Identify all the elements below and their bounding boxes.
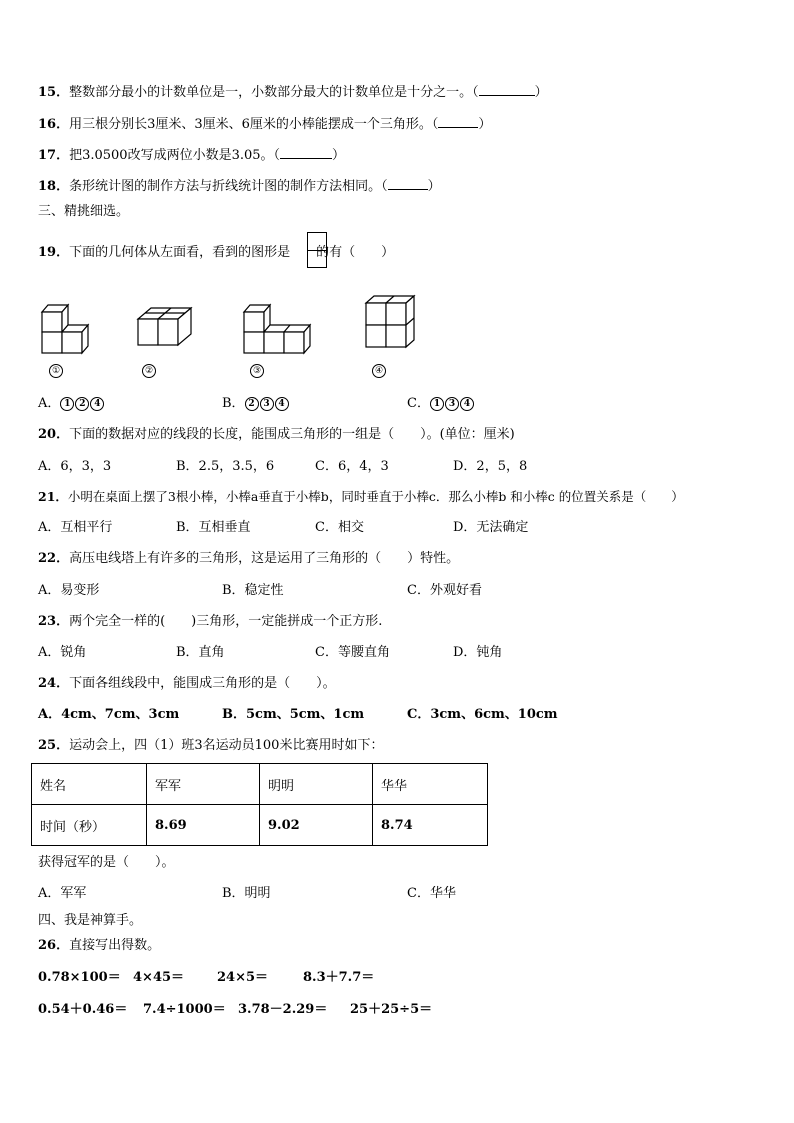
cube-figure-3 xyxy=(240,300,322,358)
left-view-icon xyxy=(307,232,327,268)
question-24 xyxy=(38,676,336,692)
option-c[interactable]: C．6，4，3 xyxy=(315,459,389,474)
answer-blank[interactable] xyxy=(388,177,428,190)
question-23 xyxy=(38,614,382,630)
question-followup: 获得冠军的是（ ）。 xyxy=(38,855,175,870)
option-a[interactable]: A．锐角 xyxy=(38,645,87,660)
option-a[interactable]: A．互相平行 xyxy=(38,520,113,535)
option-c[interactable]: C．等腰直角 xyxy=(315,645,390,660)
table-header-row xyxy=(32,764,488,805)
cube-figure-2 xyxy=(135,305,197,349)
table-cell: 时间（秒） xyxy=(32,805,147,846)
calc-item[interactable]: 0.54＋0.46＝ xyxy=(38,1002,128,1017)
question-text-after: 的有（ ） xyxy=(316,245,395,260)
question-number: 18． xyxy=(38,179,70,194)
question-number: 25． xyxy=(38,738,70,753)
figure-label-3: ③ xyxy=(250,362,264,378)
option-a[interactable]: A． 1 2 4 xyxy=(38,396,105,412)
figure-label-4: ④ xyxy=(372,362,386,378)
question-number: 23． xyxy=(38,614,70,629)
question-26 xyxy=(38,938,160,954)
option-b[interactable]: B．稳定性 xyxy=(222,583,284,598)
option-b[interactable]: B．直角 xyxy=(176,645,225,660)
question-text: 两个完全一样的( )三角形，一定能拼成一个正方形. xyxy=(69,614,383,629)
question-text: 条形统计图的制作方法与折线统计图的制作方法相同。（ xyxy=(69,179,388,194)
option-c[interactable]: C． 1 3 4 xyxy=(407,396,475,412)
question-text: 整数部分最小的计数单位是一，小数部分最大的计数单位是十分之一。（ xyxy=(69,85,479,100)
calc-item[interactable]: 0.78×100＝ xyxy=(38,970,121,985)
question-number: 19． xyxy=(38,245,70,260)
calc-item[interactable]: 25＋25÷5＝ xyxy=(350,1002,433,1017)
option-c[interactable]: C．外观好看 xyxy=(407,583,482,598)
option-a[interactable]: A．4cm、7cm、3cm xyxy=(38,707,180,722)
answer-blank[interactable] xyxy=(280,146,332,159)
question-15: 15．整数部分最小的计数单位是一，小数部分最大的计数单位是十分之一。（ ） xyxy=(38,85,548,100)
question-text: 高压电线塔上有许多的三角形，这是运用了三角形的（ ）特性。 xyxy=(69,551,460,566)
question-text: 下面各组线段中，能围成三角形的是（ ）。 xyxy=(69,676,336,691)
question-22 xyxy=(38,551,459,567)
question-17: 17．把3.0500改写成两位小数是3.05。（ ） xyxy=(38,148,346,163)
table-row xyxy=(32,805,488,846)
question-number: 20． xyxy=(38,427,70,442)
question-text: 用三根分别长3厘米、3厘米、6厘米的小棒能摆成一个三角形。（ xyxy=(69,117,439,132)
option-a[interactable]: A．军军 xyxy=(38,886,87,901)
question-25 xyxy=(38,738,383,754)
option-c[interactable]: C．3cm、6cm、10cm xyxy=(407,707,558,722)
question-20 xyxy=(38,427,515,443)
table-cell: 8.69 xyxy=(147,805,260,846)
question-16: 16．用三根分别长3厘米、3厘米、6厘米的小棒能摆成一个三角形。（ ） xyxy=(38,117,492,132)
figure-label-1: ① xyxy=(49,362,63,378)
race-time-table xyxy=(31,763,488,846)
calc-item[interactable]: 4×45＝ xyxy=(133,970,185,985)
figure-label-2: ② xyxy=(142,362,156,378)
table-cell: 明明 xyxy=(260,764,373,805)
question-number: 22． xyxy=(38,551,70,566)
option-b[interactable]: B． 2 3 4 xyxy=(222,396,290,412)
option-c[interactable]: C．华华 xyxy=(407,886,456,901)
question-number: 21． xyxy=(38,489,68,504)
option-d[interactable]: D．钝角 xyxy=(453,645,503,660)
option-d[interactable]: D．2，5，8 xyxy=(453,459,528,474)
table-cell: 姓名 xyxy=(32,764,147,805)
question-number: 26． xyxy=(38,938,70,953)
question-text: 小明在桌面上摆了3根小棒，小棒a垂直于小棒b，同时垂直于小棒c．那么小棒b 和小棒c 的位置关系是（ ） xyxy=(67,489,684,504)
option-b[interactable]: B．互相垂直 xyxy=(176,520,251,535)
question-number: 16． xyxy=(38,117,70,132)
question-text: 把3.0500改写成两位小数是3.05。（ xyxy=(69,148,281,163)
question-text: 运动会上，四（1）班3名运动员100米比赛用时如下： xyxy=(69,738,384,753)
option-b[interactable]: B．明明 xyxy=(222,886,271,901)
option-c[interactable]: C．相交 xyxy=(315,520,364,535)
option-a[interactable]: A．易变形 xyxy=(38,583,100,598)
question-21 xyxy=(38,489,684,505)
answer-blank[interactable] xyxy=(438,115,478,128)
cube-figure-4 xyxy=(362,292,420,354)
option-b[interactable]: B．2.5，3.5，6 xyxy=(176,459,275,474)
option-d[interactable]: D．无法确定 xyxy=(453,520,529,535)
question-number: 17． xyxy=(38,148,70,163)
answer-blank[interactable] xyxy=(479,83,535,96)
calc-item[interactable]: 7.4÷1000＝ xyxy=(143,1002,226,1017)
question-number: 15． xyxy=(38,85,70,100)
section-heading-4: 四、我是神算手。 xyxy=(38,913,143,928)
question-text: 直接写出得数。 xyxy=(69,938,161,953)
question-text: 下面的数据对应的线段的长度，能围成三角形的一组是（ ）。(单位：厘米) xyxy=(69,427,515,442)
calc-item[interactable]: 24×5＝ xyxy=(217,970,269,985)
table-cell: 军军 xyxy=(147,764,260,805)
question-number: 24． xyxy=(38,676,70,691)
option-b[interactable]: B．5cm、5cm、1cm xyxy=(222,707,365,722)
question-text: 下面的几何体从左面看，看到的图形是 xyxy=(69,245,291,260)
option-a[interactable]: A．6，3，3 xyxy=(38,459,112,474)
table-cell: 9.02 xyxy=(260,805,373,846)
question-19 xyxy=(38,245,394,261)
calc-item[interactable]: 8.3＋7.7＝ xyxy=(303,970,375,985)
table-cell: 8.74 xyxy=(373,805,488,846)
question-18: 18．条形统计图的制作方法与折线统计图的制作方法相同。（ ） xyxy=(38,179,441,194)
table-cell: 华华 xyxy=(373,764,488,805)
calc-item[interactable]: 3.78－2.29＝ xyxy=(238,1002,328,1017)
cube-figure-1 xyxy=(38,300,100,358)
section-heading-3: 三、精挑细选。 xyxy=(38,204,130,219)
